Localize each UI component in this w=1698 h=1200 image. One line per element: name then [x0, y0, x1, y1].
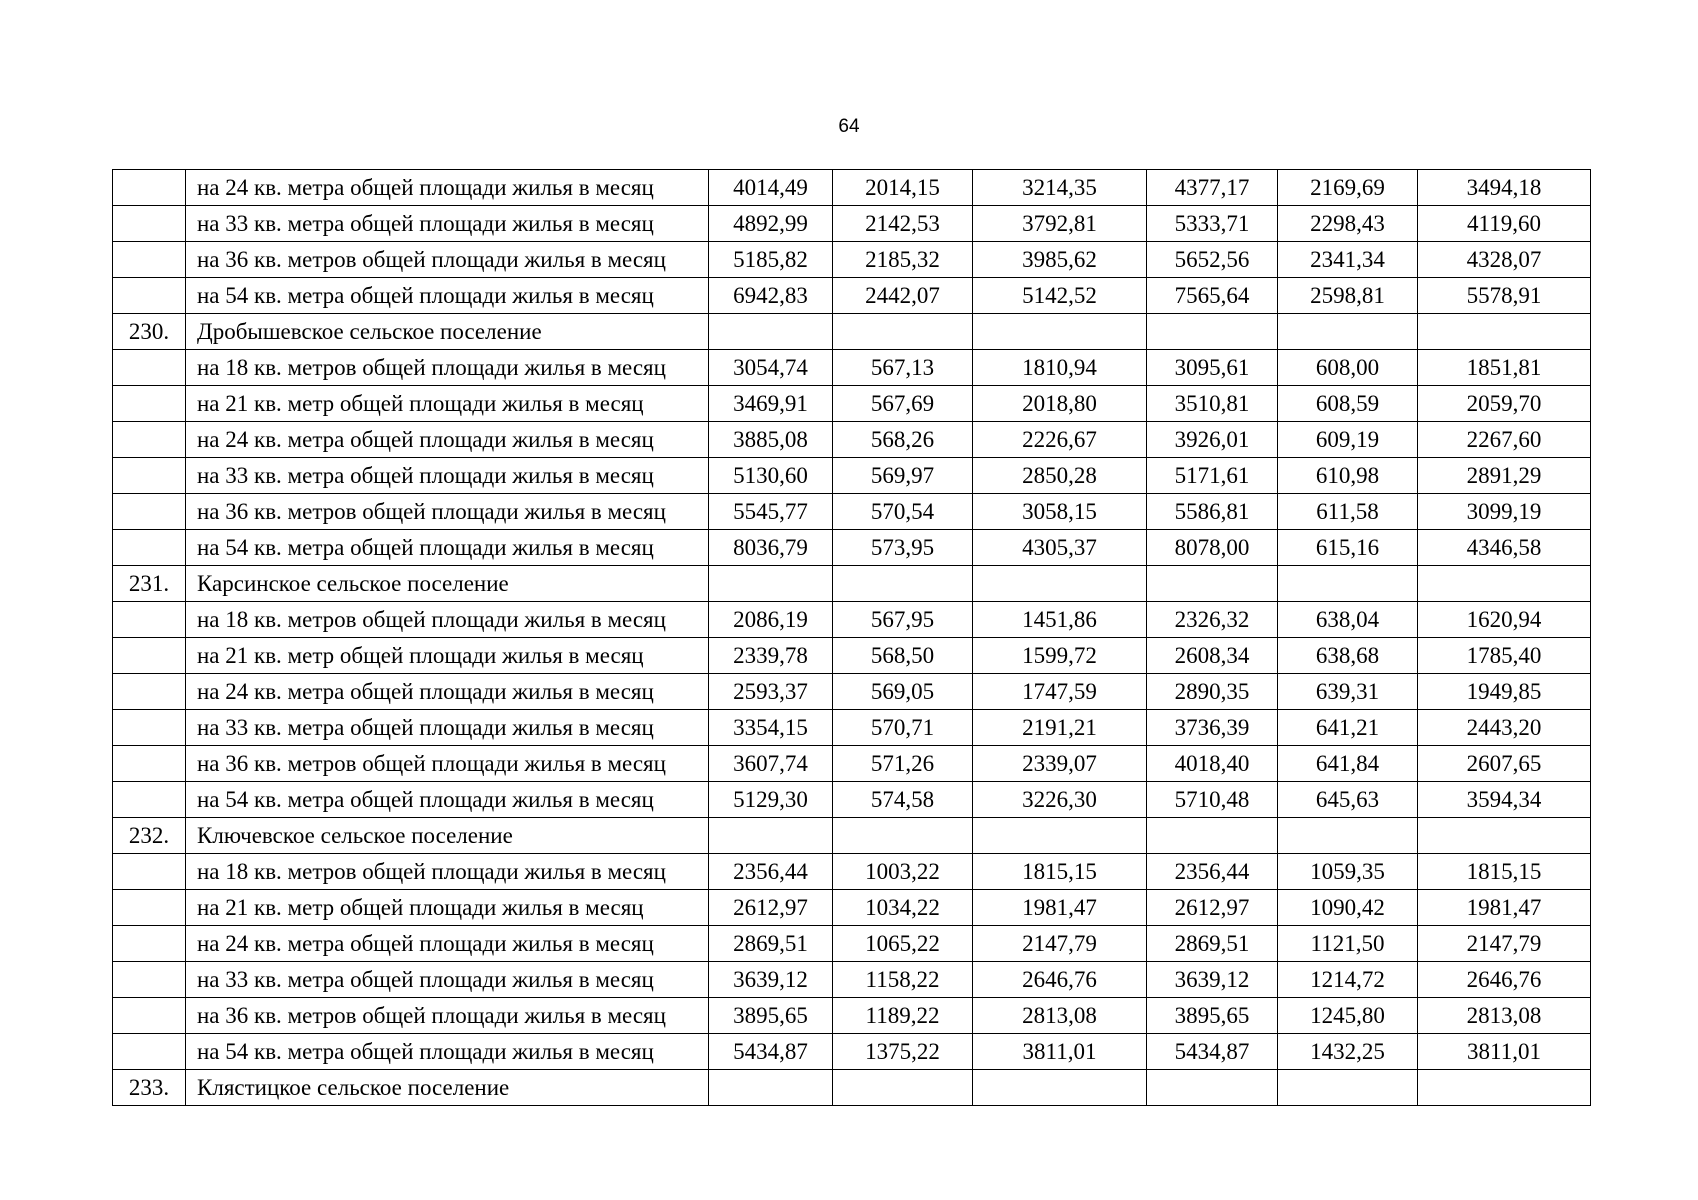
value-cell-3: 3985,62	[973, 242, 1147, 278]
row-number-cell	[113, 386, 186, 422]
section-row	[113, 566, 1591, 602]
value-cell-1: 5130,60	[709, 458, 833, 494]
value-cell-4	[1147, 314, 1278, 350]
value-cell-1: 5129,30	[709, 782, 833, 818]
value-cell-6: 3594,34	[1418, 782, 1591, 818]
value-cell-5	[1278, 314, 1418, 350]
table-row	[113, 746, 1591, 782]
value-cell-6	[1418, 314, 1591, 350]
row-number-cell	[113, 782, 186, 818]
value-cell-4: 5652,56	[1147, 242, 1278, 278]
value-cell-4: 3095,61	[1147, 350, 1278, 386]
value-cell-1: 3354,15	[709, 710, 833, 746]
row-number-cell: 231.	[113, 566, 186, 602]
value-cell-4: 2608,34	[1147, 638, 1278, 674]
value-cell-1: 4892,99	[709, 206, 833, 242]
tariff-description-cell: на 21 кв. метр общей площади жилья в месяц	[186, 638, 709, 674]
value-cell-3: 3214,35	[973, 170, 1147, 206]
table-row	[113, 242, 1591, 278]
tariff-description-cell: на 36 кв. метров общей площади жилья в месяц	[186, 494, 709, 530]
value-cell-2: 1158,22	[833, 962, 973, 998]
value-cell-6: 1981,47	[1418, 890, 1591, 926]
value-cell-1: 3895,65	[709, 998, 833, 1034]
value-cell-4: 8078,00	[1147, 530, 1278, 566]
table-row	[113, 890, 1591, 926]
row-number-cell	[113, 674, 186, 710]
value-cell-6: 2646,76	[1418, 962, 1591, 998]
value-cell-4: 3736,39	[1147, 710, 1278, 746]
value-cell-5	[1278, 818, 1418, 854]
value-cell-2: 1375,22	[833, 1034, 973, 1070]
value-cell-2	[833, 314, 973, 350]
value-cell-5: 645,63	[1278, 782, 1418, 818]
value-cell-4	[1147, 566, 1278, 602]
table-row	[113, 926, 1591, 962]
value-cell-4: 2890,35	[1147, 674, 1278, 710]
value-cell-6: 5578,91	[1418, 278, 1591, 314]
value-cell-5: 641,84	[1278, 746, 1418, 782]
value-cell-1: 3469,91	[709, 386, 833, 422]
tariff-description-cell: на 24 кв. метра общей площади жилья в месяц	[186, 926, 709, 962]
value-cell-5: 2298,43	[1278, 206, 1418, 242]
page-number: 64	[838, 116, 860, 137]
value-cell-3: 3226,30	[973, 782, 1147, 818]
settlement-name-cell: Ключевское сельское поселение	[186, 818, 709, 854]
table-row	[113, 1034, 1591, 1070]
table-row	[113, 530, 1591, 566]
value-cell-4: 3639,12	[1147, 962, 1278, 998]
value-cell-6: 2891,29	[1418, 458, 1591, 494]
row-number-cell	[113, 242, 186, 278]
value-cell-5: 2598,81	[1278, 278, 1418, 314]
value-cell-3: 2646,76	[973, 962, 1147, 998]
value-cell-1: 6942,83	[709, 278, 833, 314]
table-row	[113, 674, 1591, 710]
tariff-description-cell: на 33 кв. метра общей площади жилья в месяц	[186, 710, 709, 746]
value-cell-3: 1981,47	[973, 890, 1147, 926]
value-cell-5: 615,16	[1278, 530, 1418, 566]
tariff-description-cell: на 33 кв. метра общей площади жилья в месяц	[186, 206, 709, 242]
row-number-cell	[113, 494, 186, 530]
table-row	[113, 710, 1591, 746]
row-number-cell	[113, 890, 186, 926]
value-cell-3: 3792,81	[973, 206, 1147, 242]
value-cell-3: 2850,28	[973, 458, 1147, 494]
value-cell-5: 639,31	[1278, 674, 1418, 710]
tariff-description-cell: на 18 кв. метров общей площади жилья в месяц	[186, 602, 709, 638]
value-cell-2: 571,26	[833, 746, 973, 782]
value-cell-4: 4018,40	[1147, 746, 1278, 782]
value-cell-3	[973, 818, 1147, 854]
row-number-cell	[113, 206, 186, 242]
table-row	[113, 350, 1591, 386]
value-cell-3: 5142,52	[973, 278, 1147, 314]
settlement-name-cell: Дробышевское сельское поселение	[186, 314, 709, 350]
value-cell-2: 568,26	[833, 422, 973, 458]
value-cell-2: 568,50	[833, 638, 973, 674]
value-cell-1	[709, 818, 833, 854]
value-cell-6: 1949,85	[1418, 674, 1591, 710]
value-cell-6: 3811,01	[1418, 1034, 1591, 1070]
tariff-description-cell: на 18 кв. метров общей площади жилья в месяц	[186, 854, 709, 890]
value-cell-5: 1121,50	[1278, 926, 1418, 962]
row-number-cell	[113, 170, 186, 206]
value-cell-4: 5710,48	[1147, 782, 1278, 818]
value-cell-3: 2147,79	[973, 926, 1147, 962]
row-number-cell	[113, 278, 186, 314]
value-cell-4: 5171,61	[1147, 458, 1278, 494]
value-cell-2	[833, 818, 973, 854]
value-cell-2: 2014,15	[833, 170, 973, 206]
value-cell-6: 1851,81	[1418, 350, 1591, 386]
row-number-cell	[113, 746, 186, 782]
tariff-table	[112, 169, 1591, 1106]
value-cell-1: 2356,44	[709, 854, 833, 890]
row-number-cell: 230.	[113, 314, 186, 350]
tariff-description-cell: на 54 кв. метра общей площади жилья в месяц	[186, 530, 709, 566]
section-row	[113, 1070, 1591, 1106]
value-cell-4: 3895,65	[1147, 998, 1278, 1034]
value-cell-4: 3510,81	[1147, 386, 1278, 422]
table-row	[113, 278, 1591, 314]
value-cell-6: 2059,70	[1418, 386, 1591, 422]
value-cell-5: 638,04	[1278, 602, 1418, 638]
value-cell-4	[1147, 818, 1278, 854]
tariff-description-cell: на 54 кв. метра общей площади жилья в месяц	[186, 1034, 709, 1070]
row-number-cell	[113, 998, 186, 1034]
value-cell-6: 4346,58	[1418, 530, 1591, 566]
value-cell-3: 3058,15	[973, 494, 1147, 530]
table-row	[113, 962, 1591, 998]
value-cell-5: 610,98	[1278, 458, 1418, 494]
value-cell-1: 5185,82	[709, 242, 833, 278]
value-cell-3: 2339,07	[973, 746, 1147, 782]
value-cell-4: 2326,32	[1147, 602, 1278, 638]
value-cell-6	[1418, 1070, 1591, 1106]
value-cell-2: 569,97	[833, 458, 973, 494]
value-cell-4: 2869,51	[1147, 926, 1278, 962]
tariff-description-cell: на 54 кв. метра общей площади жилья в месяц	[186, 278, 709, 314]
value-cell-2: 567,13	[833, 350, 973, 386]
value-cell-6: 2813,08	[1418, 998, 1591, 1034]
value-cell-5: 1059,35	[1278, 854, 1418, 890]
value-cell-5: 2169,69	[1278, 170, 1418, 206]
value-cell-5: 2341,34	[1278, 242, 1418, 278]
value-cell-6: 2147,79	[1418, 926, 1591, 962]
tariff-description-cell: на 21 кв. метр общей площади жилья в месяц	[186, 890, 709, 926]
value-cell-4: 5333,71	[1147, 206, 1278, 242]
settlement-name-cell: Клястицкое сельское поселение	[186, 1070, 709, 1106]
row-number-cell	[113, 854, 186, 890]
value-cell-5	[1278, 566, 1418, 602]
value-cell-1: 3054,74	[709, 350, 833, 386]
value-cell-2	[833, 1070, 973, 1106]
value-cell-3	[973, 1070, 1147, 1106]
value-cell-1: 2339,78	[709, 638, 833, 674]
value-cell-4: 4377,17	[1147, 170, 1278, 206]
table-body	[113, 170, 1591, 1106]
value-cell-5: 608,00	[1278, 350, 1418, 386]
tariff-description-cell: на 24 кв. метра общей площади жилья в месяц	[186, 170, 709, 206]
value-cell-2: 570,54	[833, 494, 973, 530]
value-cell-1: 4014,49	[709, 170, 833, 206]
value-cell-1: 2612,97	[709, 890, 833, 926]
value-cell-1	[709, 1070, 833, 1106]
value-cell-6: 2267,60	[1418, 422, 1591, 458]
value-cell-6: 1620,94	[1418, 602, 1591, 638]
value-cell-6: 3099,19	[1418, 494, 1591, 530]
tariff-description-cell: на 24 кв. метра общей площади жилья в месяц	[186, 674, 709, 710]
value-cell-1: 5545,77	[709, 494, 833, 530]
row-number-cell	[113, 458, 186, 494]
value-cell-4: 3926,01	[1147, 422, 1278, 458]
value-cell-5: 1245,80	[1278, 998, 1418, 1034]
value-cell-1: 2869,51	[709, 926, 833, 962]
row-number-cell	[113, 422, 186, 458]
row-number-cell	[113, 1034, 186, 1070]
section-row	[113, 314, 1591, 350]
value-cell-3: 2226,67	[973, 422, 1147, 458]
value-cell-6	[1418, 566, 1591, 602]
value-cell-2: 567,69	[833, 386, 973, 422]
value-cell-3: 1451,86	[973, 602, 1147, 638]
value-cell-2: 2442,07	[833, 278, 973, 314]
value-cell-4: 2612,97	[1147, 890, 1278, 926]
row-number-cell	[113, 350, 186, 386]
value-cell-6: 1815,15	[1418, 854, 1591, 890]
value-cell-2: 1065,22	[833, 926, 973, 962]
tariff-description-cell: на 33 кв. метра общей площади жилья в месяц	[186, 962, 709, 998]
tariff-description-cell: на 36 кв. метров общей площади жилья в месяц	[186, 746, 709, 782]
value-cell-2: 1003,22	[833, 854, 973, 890]
row-number-cell: 232.	[113, 818, 186, 854]
row-number-cell	[113, 602, 186, 638]
table-row	[113, 998, 1591, 1034]
value-cell-5: 638,68	[1278, 638, 1418, 674]
value-cell-6	[1418, 818, 1591, 854]
value-cell-1	[709, 566, 833, 602]
value-cell-1: 2593,37	[709, 674, 833, 710]
value-cell-3: 1810,94	[973, 350, 1147, 386]
table-row	[113, 206, 1591, 242]
tariff-description-cell: на 18 кв. метров общей площади жилья в месяц	[186, 350, 709, 386]
value-cell-5: 611,58	[1278, 494, 1418, 530]
tariff-description-cell: на 21 кв. метр общей площади жилья в месяц	[186, 386, 709, 422]
value-cell-3	[973, 566, 1147, 602]
table-row	[113, 170, 1591, 206]
value-cell-1: 3639,12	[709, 962, 833, 998]
value-cell-3: 3811,01	[973, 1034, 1147, 1070]
value-cell-3: 1599,72	[973, 638, 1147, 674]
tariff-description-cell: на 36 кв. метров общей площади жилья в месяц	[186, 242, 709, 278]
value-cell-6: 4119,60	[1418, 206, 1591, 242]
table-row	[113, 602, 1591, 638]
value-cell-2: 573,95	[833, 530, 973, 566]
value-cell-4: 7565,64	[1147, 278, 1278, 314]
value-cell-2: 574,58	[833, 782, 973, 818]
table-row	[113, 638, 1591, 674]
value-cell-5: 1432,25	[1278, 1034, 1418, 1070]
value-cell-1: 3885,08	[709, 422, 833, 458]
value-cell-1: 2086,19	[709, 602, 833, 638]
value-cell-2: 570,71	[833, 710, 973, 746]
value-cell-3	[973, 314, 1147, 350]
value-cell-6: 4328,07	[1418, 242, 1591, 278]
value-cell-5: 1214,72	[1278, 962, 1418, 998]
table-row	[113, 854, 1591, 890]
tariff-description-cell: на 33 кв. метра общей площади жилья в месяц	[186, 458, 709, 494]
table-row	[113, 422, 1591, 458]
row-number-cell	[113, 710, 186, 746]
value-cell-3: 2191,21	[973, 710, 1147, 746]
row-number-cell	[113, 962, 186, 998]
row-number-cell	[113, 638, 186, 674]
value-cell-6: 3494,18	[1418, 170, 1591, 206]
value-cell-3: 1815,15	[973, 854, 1147, 890]
tariff-description-cell: на 36 кв. метров общей площади жилья в месяц	[186, 998, 709, 1034]
value-cell-2: 2185,32	[833, 242, 973, 278]
row-number-cell	[113, 530, 186, 566]
section-row	[113, 818, 1591, 854]
value-cell-4	[1147, 1070, 1278, 1106]
tariff-description-cell: на 54 кв. метра общей площади жилья в месяц	[186, 782, 709, 818]
value-cell-3: 2018,80	[973, 386, 1147, 422]
table-row	[113, 782, 1591, 818]
value-cell-4: 5586,81	[1147, 494, 1278, 530]
tariff-description-cell: на 24 кв. метра общей площади жилья в месяц	[186, 422, 709, 458]
value-cell-2: 569,05	[833, 674, 973, 710]
value-cell-1: 5434,87	[709, 1034, 833, 1070]
value-cell-6: 2607,65	[1418, 746, 1591, 782]
value-cell-6: 1785,40	[1418, 638, 1591, 674]
table-row	[113, 386, 1591, 422]
value-cell-2	[833, 566, 973, 602]
value-cell-3: 4305,37	[973, 530, 1147, 566]
value-cell-5: 608,59	[1278, 386, 1418, 422]
value-cell-5: 1090,42	[1278, 890, 1418, 926]
value-cell-5	[1278, 1070, 1418, 1106]
value-cell-1	[709, 314, 833, 350]
value-cell-6: 2443,20	[1418, 710, 1591, 746]
value-cell-1: 8036,79	[709, 530, 833, 566]
value-cell-1: 3607,74	[709, 746, 833, 782]
table-row	[113, 458, 1591, 494]
value-cell-3: 1747,59	[973, 674, 1147, 710]
value-cell-3: 2813,08	[973, 998, 1147, 1034]
row-number-cell: 233.	[113, 1070, 186, 1106]
value-cell-2: 1189,22	[833, 998, 973, 1034]
settlement-name-cell: Карсинское сельское поселение	[186, 566, 709, 602]
value-cell-4: 5434,87	[1147, 1034, 1278, 1070]
value-cell-2: 567,95	[833, 602, 973, 638]
value-cell-2: 2142,53	[833, 206, 973, 242]
table-row	[113, 494, 1591, 530]
value-cell-4: 2356,44	[1147, 854, 1278, 890]
value-cell-2: 1034,22	[833, 890, 973, 926]
row-number-cell	[113, 926, 186, 962]
value-cell-5: 609,19	[1278, 422, 1418, 458]
value-cell-5: 641,21	[1278, 710, 1418, 746]
